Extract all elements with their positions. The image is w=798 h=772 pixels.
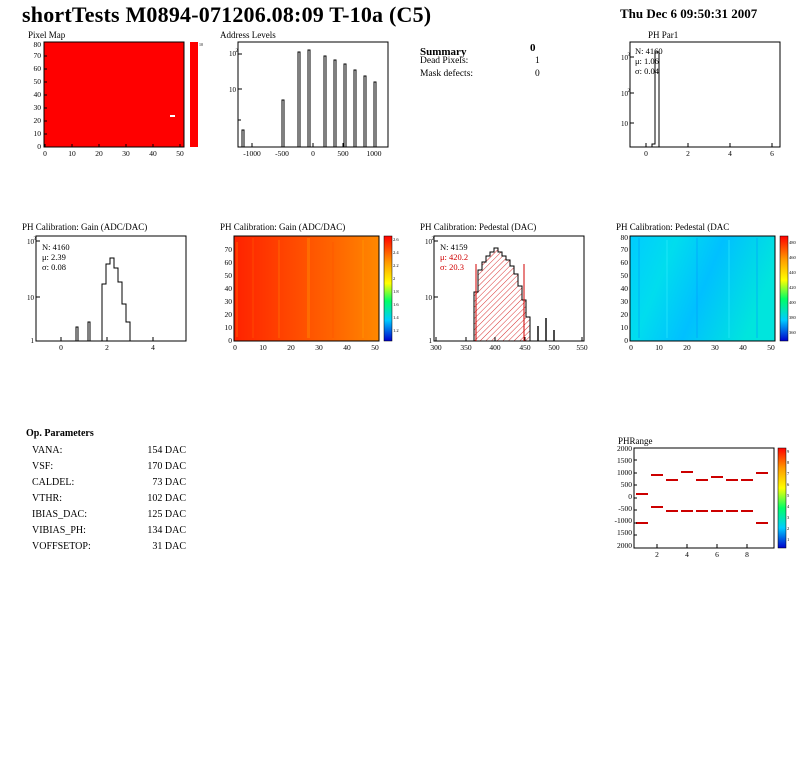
svg-text:0: 0	[228, 336, 232, 345]
svg-text:1.6: 1.6	[393, 302, 399, 307]
svg-text:10: 10	[620, 323, 628, 332]
svg-text:10: 10	[259, 343, 267, 352]
svg-text:10: 10	[621, 90, 628, 98]
svg-text:10: 10	[199, 42, 203, 47]
chart-title: PH Calibration: Gain (ADC/DAC)	[22, 222, 148, 232]
svg-text:1: 1	[787, 537, 790, 542]
pixel-map-svg	[20, 30, 203, 160]
svg-text:2: 2	[627, 89, 630, 94]
svg-text:450: 450	[519, 343, 531, 352]
svg-text:4: 4	[787, 504, 790, 509]
op-param-label: IBIAS_DAC:	[32, 509, 88, 520]
svg-text:10: 10	[425, 238, 432, 246]
svg-text:380: 380	[789, 315, 796, 320]
svg-text:40: 40	[224, 284, 232, 293]
page-title: shortTests M0894-071206.08:09 T-10a (C5)	[22, 2, 432, 27]
svg-text:2000: 2000	[617, 541, 632, 550]
op-param-label: VTHR:	[32, 493, 62, 504]
ph-cal-gain-map-svg	[212, 222, 402, 357]
stat-mu: μ: 420.2	[440, 252, 469, 262]
op-parameters-block	[26, 428, 256, 557]
svg-text:2: 2	[393, 276, 396, 281]
svg-text:30: 30	[122, 149, 130, 158]
svg-text:30: 30	[224, 297, 232, 306]
chart-ph-cal-gain-hist	[14, 222, 204, 357]
svg-text:30: 30	[315, 343, 323, 352]
stat-mu: μ: 2.39	[42, 252, 66, 262]
svg-text:-500: -500	[275, 149, 289, 158]
svg-text:1000: 1000	[366, 149, 382, 158]
svg-text:10: 10	[621, 54, 628, 62]
svg-text:500: 500	[620, 480, 632, 489]
svg-text:2: 2	[655, 550, 659, 559]
chart-ph-par1	[610, 30, 790, 160]
chart-title: PH Calibration: Pedestal (DAC)	[420, 222, 537, 232]
svg-text:50: 50	[176, 149, 184, 158]
phrange-svg	[608, 436, 798, 561]
svg-text:2: 2	[787, 526, 790, 531]
svg-text:8: 8	[745, 550, 749, 559]
svg-text:10: 10	[27, 238, 34, 246]
svg-text:500: 500	[337, 149, 349, 158]
svg-text:50: 50	[767, 343, 775, 352]
svg-text:60: 60	[224, 258, 232, 267]
address-levels-svg	[212, 30, 397, 160]
svg-text:1.8: 1.8	[393, 289, 399, 294]
svg-text:-1000: -1000	[243, 149, 261, 158]
svg-text:40: 40	[343, 343, 351, 352]
svg-text:500: 500	[548, 343, 560, 352]
svg-text:6: 6	[770, 149, 774, 158]
svg-text:20: 20	[287, 343, 295, 352]
svg-text:0: 0	[644, 149, 648, 158]
svg-text:10: 10	[425, 294, 432, 302]
svg-text:1000: 1000	[617, 468, 632, 477]
svg-text:30: 30	[620, 297, 628, 306]
svg-text:30: 30	[33, 103, 41, 112]
chart-phrange	[608, 436, 798, 561]
svg-text:50: 50	[371, 343, 379, 352]
svg-text:4: 4	[151, 343, 155, 352]
svg-text:2000: 2000	[617, 444, 632, 453]
op-param-value: 125 DAC	[147, 509, 186, 520]
svg-text:2.4: 2.4	[393, 250, 399, 255]
chart-title: PH Calibration: Gain (ADC/DAC)	[220, 222, 346, 232]
chart-address-levels	[212, 30, 392, 160]
svg-text:40: 40	[33, 90, 41, 99]
svg-text:2: 2	[105, 343, 109, 352]
stat-sigma: σ: 20.3	[440, 262, 464, 272]
stats-box	[635, 46, 663, 76]
op-param-label: VANA:	[32, 445, 63, 456]
svg-text:10: 10	[229, 86, 236, 94]
svg-text:2: 2	[431, 237, 434, 242]
svg-text:20: 20	[95, 149, 103, 158]
chart-ph-cal-gain-map	[212, 222, 402, 357]
svg-text:480: 480	[789, 240, 796, 245]
svg-text:-500: -500	[618, 504, 632, 513]
svg-text:20: 20	[224, 310, 232, 319]
svg-text:40: 40	[149, 149, 157, 158]
svg-text:6: 6	[787, 482, 790, 487]
svg-text:440: 440	[789, 270, 796, 275]
svg-text:20: 20	[620, 310, 628, 319]
svg-text:4: 4	[685, 550, 689, 559]
svg-text:0: 0	[233, 343, 237, 352]
op-param-label: VOFFSETOP:	[32, 541, 91, 552]
svg-text:4: 4	[728, 149, 732, 158]
op-parameters-title: Op. Parameters	[26, 428, 94, 439]
svg-text:20: 20	[33, 116, 41, 125]
chart-title: Pixel Map	[28, 30, 66, 40]
summary-row-label: Mask defects:	[420, 69, 474, 79]
svg-text:10: 10	[229, 50, 236, 58]
svg-text:10: 10	[655, 343, 663, 352]
svg-text:80: 80	[620, 233, 628, 242]
svg-text:10: 10	[621, 120, 628, 128]
svg-text:-1000: -1000	[614, 516, 632, 525]
chart-title: Address Levels	[220, 30, 276, 40]
op-param-value: 170 DAC	[147, 461, 186, 472]
svg-text:400: 400	[489, 343, 501, 352]
stat-n: N: 4160	[42, 242, 70, 252]
svg-text:2: 2	[235, 49, 238, 54]
chart-ph-cal-pedestal-hist	[412, 222, 602, 357]
svg-text:1: 1	[428, 337, 432, 345]
svg-text:1.4: 1.4	[393, 315, 399, 320]
svg-text:10: 10	[68, 149, 76, 158]
svg-text:70: 70	[33, 51, 41, 60]
stat-mu: μ: 1.06	[635, 56, 659, 66]
svg-text:0: 0	[628, 492, 632, 501]
svg-text:1.2: 1.2	[393, 328, 399, 333]
svg-text:50: 50	[33, 77, 41, 86]
svg-text:40: 40	[739, 343, 747, 352]
svg-text:10: 10	[33, 129, 41, 138]
svg-text:2: 2	[686, 149, 690, 158]
svg-text:70: 70	[620, 245, 628, 254]
svg-text:420: 420	[789, 285, 796, 290]
svg-text:20: 20	[683, 343, 691, 352]
svg-text:9: 9	[787, 449, 790, 454]
svg-text:8: 8	[787, 460, 790, 465]
summary-title: Summary	[420, 46, 467, 58]
svg-text:40: 40	[620, 284, 628, 293]
summary-row-value: 1	[535, 56, 540, 66]
stat-n: N: 4159	[440, 242, 468, 252]
summary-block	[420, 42, 590, 82]
svg-text:360: 360	[789, 330, 796, 335]
svg-text:70: 70	[224, 245, 232, 254]
op-param-label: VSF:	[32, 461, 54, 472]
svg-text:0: 0	[37, 142, 41, 151]
svg-text:3: 3	[627, 53, 630, 58]
svg-text:10: 10	[27, 294, 34, 302]
svg-text:0: 0	[59, 343, 63, 352]
op-param-value: 154 DAC	[147, 445, 186, 456]
svg-text:2.6: 2.6	[393, 237, 399, 242]
svg-text:3: 3	[33, 237, 36, 242]
svg-text:2.2: 2.2	[393, 263, 399, 268]
stats-box	[42, 242, 70, 272]
op-param-label: VIBIAS_PH:	[32, 525, 86, 536]
svg-text:10: 10	[224, 323, 232, 332]
op-param-label: CALDEL:	[32, 477, 75, 488]
op-param-value: 31 DAC	[152, 541, 186, 552]
svg-text:50: 50	[620, 271, 628, 280]
stat-n: N: 4160	[635, 46, 663, 56]
stats-box	[440, 242, 468, 272]
svg-text:550: 550	[576, 343, 588, 352]
svg-text:460: 460	[789, 255, 796, 260]
svg-text:0: 0	[311, 149, 315, 158]
svg-text:3: 3	[787, 515, 790, 520]
chart-pixel-map	[20, 30, 203, 160]
svg-text:1500: 1500	[617, 528, 632, 537]
svg-text:1: 1	[30, 337, 34, 345]
chart-title: PHRange	[618, 436, 653, 446]
timestamp: Thu Dec 6 09:50:31 2007	[620, 6, 758, 21]
chart-title: PH Par1	[648, 30, 679, 40]
stat-sigma: σ: 0.08	[42, 262, 66, 272]
svg-text:5: 5	[787, 493, 790, 498]
chart-ph-cal-pedestal-map	[608, 222, 798, 357]
op-param-value: 73 DAC	[152, 477, 186, 488]
svg-text:7: 7	[787, 471, 790, 476]
op-param-value: 134 DAC	[147, 525, 186, 536]
svg-text:80: 80	[33, 40, 41, 49]
svg-text:400: 400	[789, 300, 796, 305]
summary-row-label: Dead Pixels:	[420, 56, 469, 66]
summary-value: 0	[530, 42, 536, 54]
ph-cal-pedestal-map-svg	[608, 222, 798, 357]
svg-text:6: 6	[715, 550, 719, 559]
summary-row-value: 0	[535, 69, 540, 79]
svg-text:0: 0	[624, 336, 628, 345]
stat-sigma: σ: 0.04	[635, 66, 659, 76]
op-param-value: 102 DAC	[147, 493, 186, 504]
svg-text:60: 60	[33, 64, 41, 73]
svg-text:350: 350	[460, 343, 472, 352]
chart-title: PH Calibration: Pedestal (DAC	[616, 222, 730, 232]
svg-text:50: 50	[224, 271, 232, 280]
svg-text:1500: 1500	[617, 456, 632, 465]
svg-text:300: 300	[430, 343, 442, 352]
svg-text:0: 0	[629, 343, 633, 352]
svg-text:60: 60	[620, 258, 628, 267]
svg-text:0: 0	[43, 149, 47, 158]
svg-text:30: 30	[711, 343, 719, 352]
